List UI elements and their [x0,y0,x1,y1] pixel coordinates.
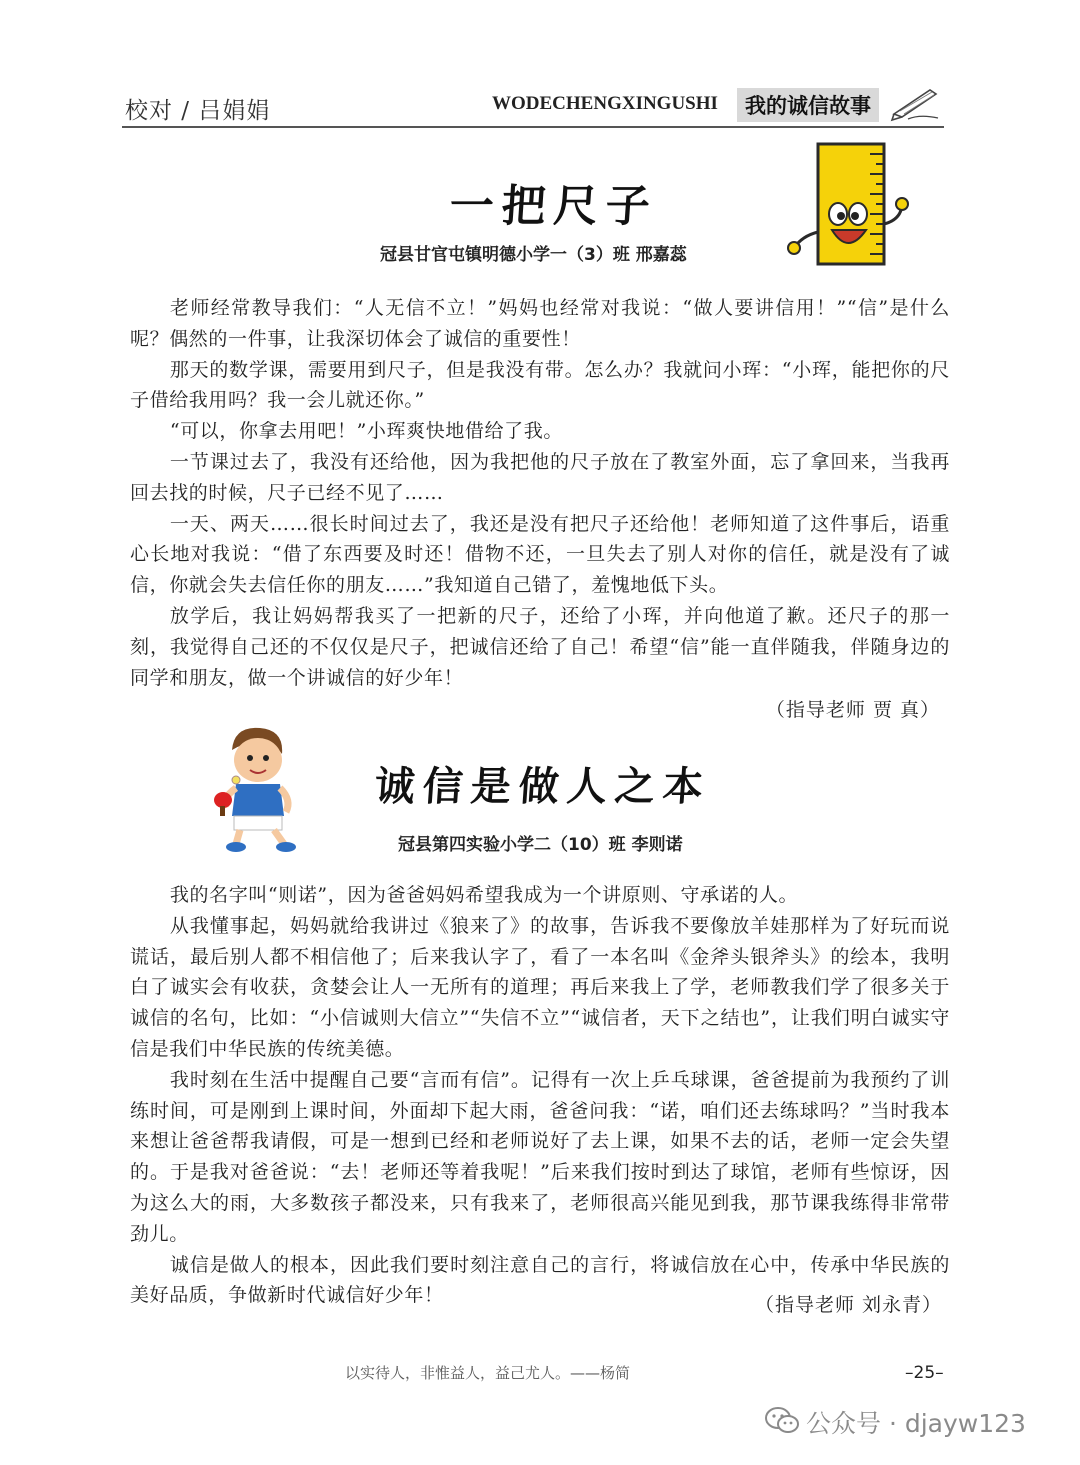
header-divider [122,126,944,128]
footer-quote: 以实待人，非惟益人，益己尤人。——杨简 [345,1364,631,1382]
story1-title: 一把尺子 [447,181,660,232]
story2-teacher-credit: （指导老师 刘永青） [754,1294,942,1316]
story1-paragraph: 那天的数学课，需要用到尺子，但是我没有带。怎么办？我就问小珲：“小珲，能把你的尺子借给我用吗？我一会儿就还你。” [130,358,950,412]
page-number: –25– [905,1363,944,1383]
story2-paragraph: 我时刻在生活中提醒自己要“言而有信”。记得有一次上乒乓球课，爸爸提前为我预约了训练时间，可是刚到上课时间，外面却下起大雨，爸爸问我：“诺，咱们还去练球吗？”当时我本来想让爸爸帮我请假，可是一想到已经和老师说好了去上课，如果不去的话，老师一定会失望的。于是我对爸爸说：“去！老师还等着我呢！”后来我们按时到达了球馆，老师有些惊讶，因为这么大的雨，大多数孩子都没来，只有我来了，老师很高兴能见到我，那节课我练得非常带劲儿。 [130,1068,950,1245]
story1-paragraph: 一天、两天……很长时间过去了，我还是没有把尺子还给他！老师知道了这件事后，语重心长地对我说：“借了东西要及时还！借物不还，一旦失去了别人对你的信任，就是没有了诚信，你就会失去信任你的朋友……”我知道自己错了，羞愧地低下头。 [130,512,950,597]
column-pinyin: WODECHENGXINGUSHI [492,93,718,114]
watermark: 公众号 · djayw123 [806,1409,1026,1438]
story1-teacher-credit: （指导老师 贾 真） [765,699,940,721]
cartoon-ruler-illustration [782,140,912,270]
story2-paragraph: 从我懂事起，妈妈就给我讲过《狼来了》的故事，告诉我不要像放羊娃那样为了好玩而说谎话，最后别人都不相信他了；后来我认字了，看了一本名叫《金斧头银斧头》的绘本，我明白了诚实会有收获，贪婪会让人一无所有的道理；再后来我上了学，老师教我们学了很多关于诚信的名句，比如：“小信诚则大信立”“失信不立”“诚信者，天下之结也”，让我们明白诚实守信是我们中华民族的传统美德。 [130,914,950,1060]
story2-paragraph: 诚信是做人的根本，因此我们要时刻注意自己的言行，将诚信放在心中，传承中华民族的美好品质，争做新时代诚信好少年！ [130,1253,950,1307]
story1-paragraph: 老师经常教导我们：“人无信不立！”妈妈也经常对我说：“做人要讲信用！”“信”是什么呢？偶然的一件事，让我深切体会了诚信的重要性！ [130,297,950,350]
story1-body [130,293,950,693]
story1-paragraph: 一节课过去了，我没有还给他，因为我把他的尺子放在了教室外面，忘了拿回来，当我再回去找的时候，尺子已经不见了…… [130,450,950,504]
wechat-icon [764,1406,800,1436]
cartoon-boy-ping-pong-illustration [214,720,304,855]
pen-icon [890,84,942,122]
proofreader-credit: 校对 / 吕娟娟 [125,98,271,124]
story1-paragraph: “可以，你拿去用吧！”小珲爽快地借给了我。 [169,420,563,443]
story2-body [130,880,950,1311]
story2-byline: 冠县第四实验小学二（10）班 李则诺 [398,835,683,855]
story1-byline: 冠县甘官屯镇明德小学一（3）班 邢嘉蕊 [380,245,687,265]
column-title: 我的诚信故事 [737,88,879,122]
story2-paragraph: 我的名字叫“则诺”，因为爸爸妈妈希望我成为一个讲原则、守承诺的人。 [169,884,799,906]
story2-title: 诚信是做人之本 [373,764,713,810]
story1-paragraph: 放学后，我让妈妈帮我买了一把新的尺子，还给了小珲，并向他道了歉。还尺子的那一刻，我觉得自己还的不仅仅是尺子，把诚信还给了自己！希望“信”能一直伴随我，伴随身边的同学和朋友，做一个讲诚信的好少年！ [130,604,950,689]
